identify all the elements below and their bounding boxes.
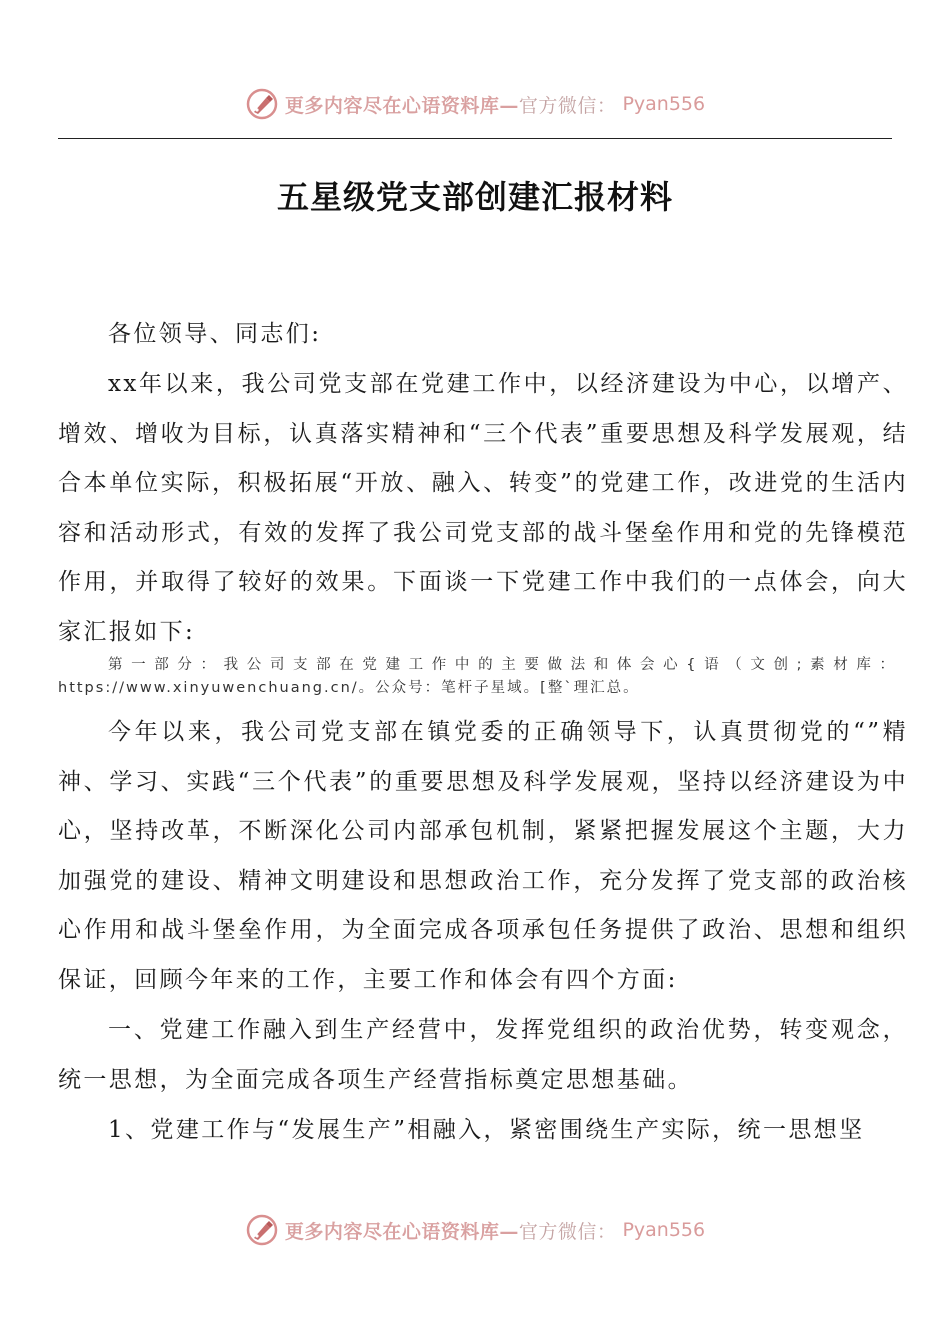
paragraph-1-text: xx年以来，我公司党支部在党建工作中，以经济建设为中心，以增产、增效、增收为目标，认真落实精神和“三个代表”重要思想及科学发展观，结合本单位实际，积极拓展“开放、融入、转变”的党建工作，改进党的生活内容和活动形式，有效的发挥了我公司党支部的战斗堡垒作用和党的先锋模范作用，并取得了较好的效果。下面谈一下党建工作中我们的一点体会，向大家汇报如下: bbox=[58, 371, 908, 645]
watermark-brand-text bbox=[285, 1217, 617, 1244]
paragraph-2 bbox=[58, 708, 908, 1005]
watermark-brand: 更多内容尽在心语资料库 bbox=[284, 1220, 500, 1243]
source-note: 第一部分：我公司支部在党建工作中的主要做法和体会心{语（文创;素材库：https://www.xinyuwenchuang.cn/。公众号：笔杆子星域。[整`理汇总。 bbox=[58, 657, 896, 696]
pen-nib-logo-icon bbox=[245, 1213, 279, 1247]
watermark-dash: — bbox=[499, 94, 519, 117]
watermark-wechat-id: Pyan556 bbox=[622, 93, 706, 115]
watermark-brand-text bbox=[285, 91, 617, 118]
footer-watermark bbox=[0, 1208, 950, 1252]
paragraph-3 bbox=[58, 1006, 908, 1105]
document-title: 五星级党支部创建汇报材料 bbox=[276, 178, 673, 216]
watermark-wechat-id: Pyan556 bbox=[622, 1219, 706, 1241]
pen-nib-logo-icon bbox=[245, 87, 279, 121]
paragraph-3-text: 一、党建工作融入到生产经营中，发挥党组织的政治优势，转变观念，统一思想，为全面完成各项生产经营指标奠定思想基础。 bbox=[58, 1017, 908, 1093]
salutation-text: 各位领导、同志们: bbox=[108, 321, 322, 347]
paragraph-4 bbox=[58, 1106, 908, 1156]
watermark-official-label: 官方微信： bbox=[518, 1220, 617, 1243]
watermark-official-label: 官方微信： bbox=[518, 94, 617, 117]
paragraph-2-text: 今年以来，我公司党支部在镇党委的正确领导下，认真贯彻党的“”精神、学习、实践“三个代表”的重要思想及科学发展观，坚持以经济建设为中心，坚持改革，不断深化公司内部承包机制，紧紧把握发展这个主题，大力加强党的建设、精神文明建设和思想政治工作，充分发挥了党支部的政治核心作用和战斗堡垒作用，为全面完成各项承包任务提供了政治、思想和组织保证，回顾今年来的工作，主要工作和体会有四个方面: bbox=[58, 719, 908, 993]
salutation bbox=[58, 310, 908, 360]
watermark-dash: — bbox=[499, 1220, 519, 1243]
watermark-brand: 更多内容尽在心语资料库 bbox=[284, 94, 500, 117]
header-divider bbox=[58, 138, 892, 139]
paragraph-1 bbox=[58, 360, 908, 657]
header-watermark bbox=[0, 82, 950, 126]
paragraph-4-text: 1、党建工作与“发展生产”相融入，紧密围绕生产实际，统一思想坚 bbox=[108, 1117, 865, 1143]
